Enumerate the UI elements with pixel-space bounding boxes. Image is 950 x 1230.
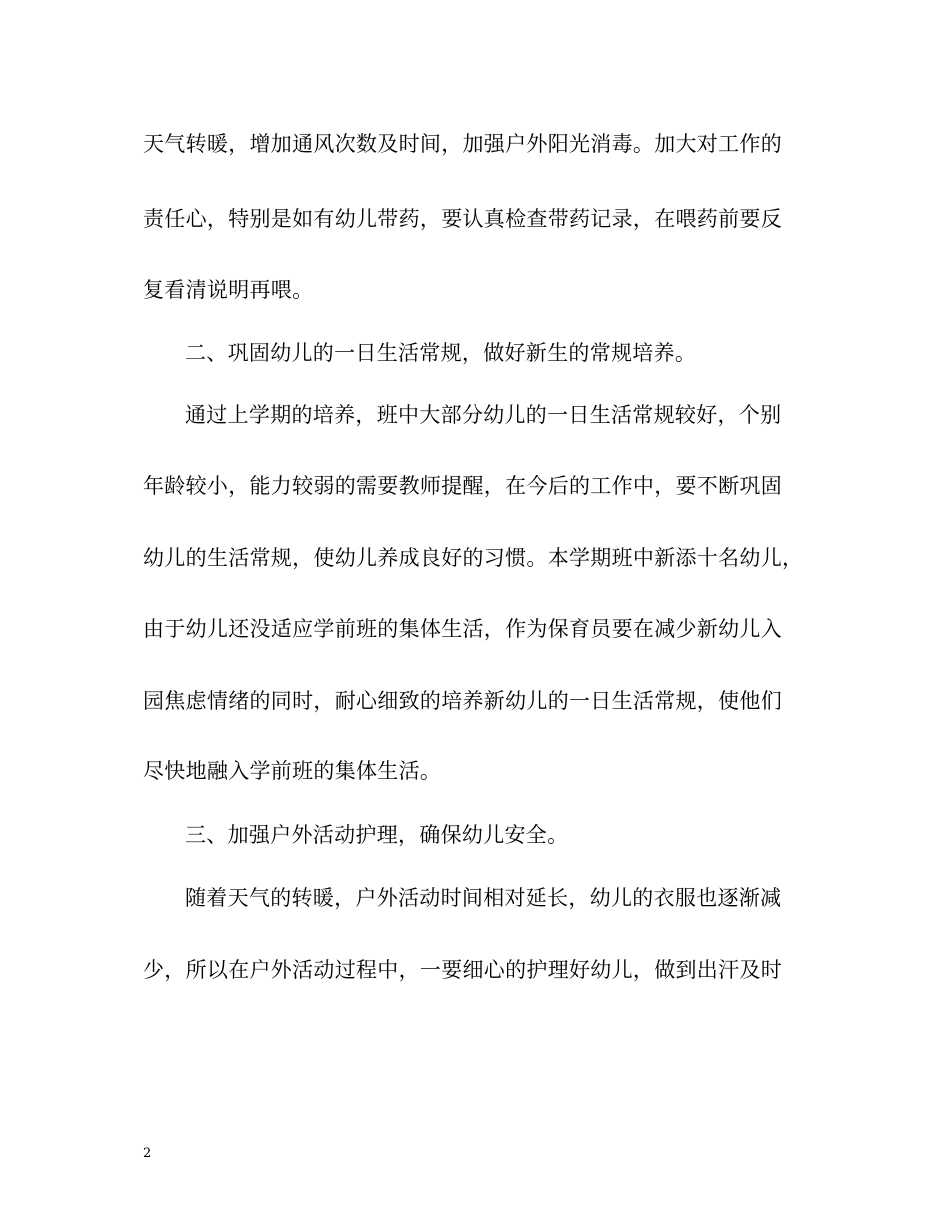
text-line-2: 责任心，特别是如有幼儿带药，要认真检查带药记录，在喂药前要反 bbox=[143, 207, 782, 231]
text-line-6: 年龄较小，能力较弱的需要教师提醒，在今后的工作中，要不断巩固 bbox=[143, 474, 782, 498]
text-line-12: 随着天气的转暖，户外活动时间相对延长，幼儿的衣服也逐渐减 bbox=[185, 886, 782, 910]
section-heading-3: 三、加强户外活动护理，确保幼儿安全。 bbox=[185, 823, 569, 847]
text-line-13: 少，所以在户外活动过程中，一要细心的护理好幼儿，做到出汗及时 bbox=[143, 958, 782, 982]
section-heading-2: 二、巩固幼儿的一日生活常规，做好新生的常规培养。 bbox=[185, 341, 697, 365]
text-line-7: 幼儿的生活常规，使幼儿养成良好的习惯。本学期班中新添十名幼儿， bbox=[143, 546, 804, 570]
text-line-10: 尽快地融入学前班的集体生活。 bbox=[143, 759, 442, 783]
text-line-3: 复看清说明再喂。 bbox=[143, 278, 314, 302]
text-line-5: 通过上学期的培养，班中大部分幼儿的一日生活常规较好，个别 bbox=[185, 403, 782, 427]
text-line-1: 天气转暖，增加通风次数及时间，加强户外阳光消毒。加大对工作的 bbox=[143, 132, 782, 156]
page-number: 2 bbox=[143, 1146, 152, 1161]
text-line-8: 由于幼儿还没适应学前班的集体生活，作为保育员要在减少新幼儿入 bbox=[143, 617, 782, 641]
text-line-9: 园焦虑情绪的同时，耐心细致的培养新幼儿的一日生活常规，使他们 bbox=[143, 689, 782, 713]
